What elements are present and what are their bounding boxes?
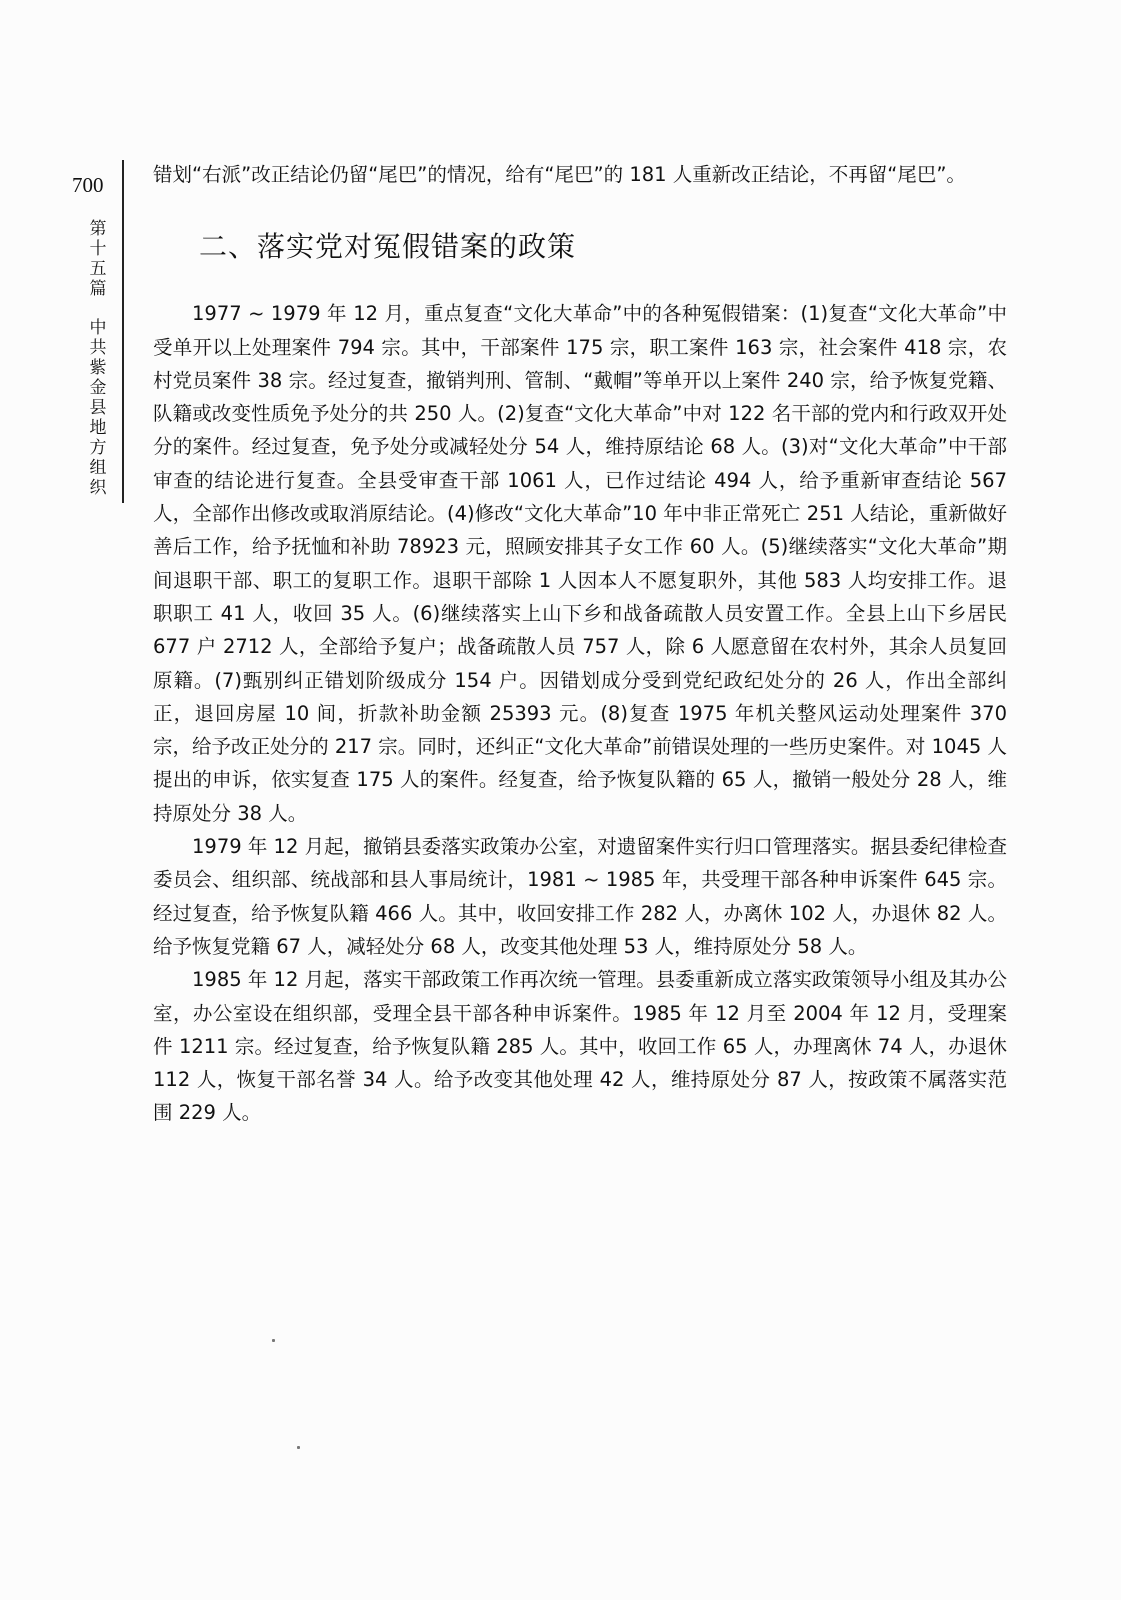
page-number: 700 <box>72 173 104 197</box>
section-heading: 二、落实党对冤假错案的政策 <box>199 230 577 264</box>
running-title: 中共紫金县地方组织 <box>89 318 107 498</box>
continuation-paragraph: 错划“右派”改正结论仍留“尾巴”的情况，给有“尾巴”的 181 人重新改正结论，不再留“尾巴”。 <box>153 163 966 186</box>
main-text <box>153 158 1007 1130</box>
paragraph-1: 1977 ~ 1979 年 12 月，重点复查“文化大革命”中的各种冤假错案：(1)复查“文化大革命”中受单开以上处理案件 794 宗。其中，干部案件 175 宗，职工案件 163 宗，社会案件 418 宗，农村党员案件 38 宗。经过复查，撤销判刑、管制、“戴帽”等单开以上案件 240 宗，给予恢复党籍、队籍或改变性质免予处分的共 250 人。(2)复查“文化大革命”中对 122 名干部的党内和行政双开处分的案件。经过复查，免予处分或减轻处分 54 人，维持原结论 68 人。(3)对“文化大革命”中干部审查的结论进行复查。全县受审查干部 1061 人，已作过结论 494 人，给予重新审查结论 567 人，全部作出修改或取消原结论。(4)修改“文化大革命”10 年中非正常死亡 251 人结论，重新做好善后工作，给予抚恤和补助 78923 元，照顾安排其子女工作 60 人。(5)继续落实“文化大革命”期间退职干部、职工的复职工作。退职干部除 1 人因本人不愿复职外，其他 583 人均安排工作。退职职工 41 人，收回 35 人。(6)继续落实上山下乡和战备疏散人员安置工作。全县上山下乡居民 677 户 2712 人，全部给予复户；战备疏散人员 757 人，除 6 人愿意留在农村外，其余人员复回原籍。(7)甄别纠正错划阶级成分 154 户。因错划成分受到党纪政纪处分的 26 人，作出全部纠正，退回房屋 10 间，折款补助金额 25393 元。(8)复查 1975 年机关整风运动处理案件 370 宗，给予改正处分的 217 宗。同时，还纠正“文化大革命”前错误处理的一些历史案件。对 1045 人提出的申诉，依实复查 175 人的案件。经复查，给予恢复队籍的 65 人，撤销一般处分 28 人，维持原处分 38 人。 <box>153 302 1007 825</box>
paragraph-3: 1985 年 12 月起，落实干部政策工作再次统一管理。县委重新成立落实政策领导小组及其办公室，办公室设在组织部，受理全县干部各种申诉案件。1985 年 12 月至 2004 年 12 月，受理案件 1211 宗。经过复查，给予恢复队籍 285 人。其中，收回工作 65 人，办理离休 74 人，办退休 112 人，恢复干部名誉 34 人。给予改变其他处理 42 人，维持原处分 87 人，按政策不属落实范围 229 人。 <box>153 968 1007 1125</box>
scan-speck <box>272 1339 275 1342</box>
scan-speck <box>297 1446 300 1449</box>
margin-rule <box>122 160 124 503</box>
part-label: 第十五篇 <box>89 219 107 299</box>
paragraph-2: 1979 年 12 月起，撤销县委落实政策办公室，对遗留案件实行归口管理落实。据县委纪律检查委员会、组织部、统战部和县人事局统计，1981 ~ 1985 年，共受理干部各种申诉案件 645 宗。经过复查，给予恢复队籍 466 人。其中，收回安排工作 282 人，办离休 102 人，办退休 82 人。给予恢复党籍 67 人，减轻处分 68 人，改变其他处理 53 人，维持原处分 58 人。 <box>153 835 1007 958</box>
